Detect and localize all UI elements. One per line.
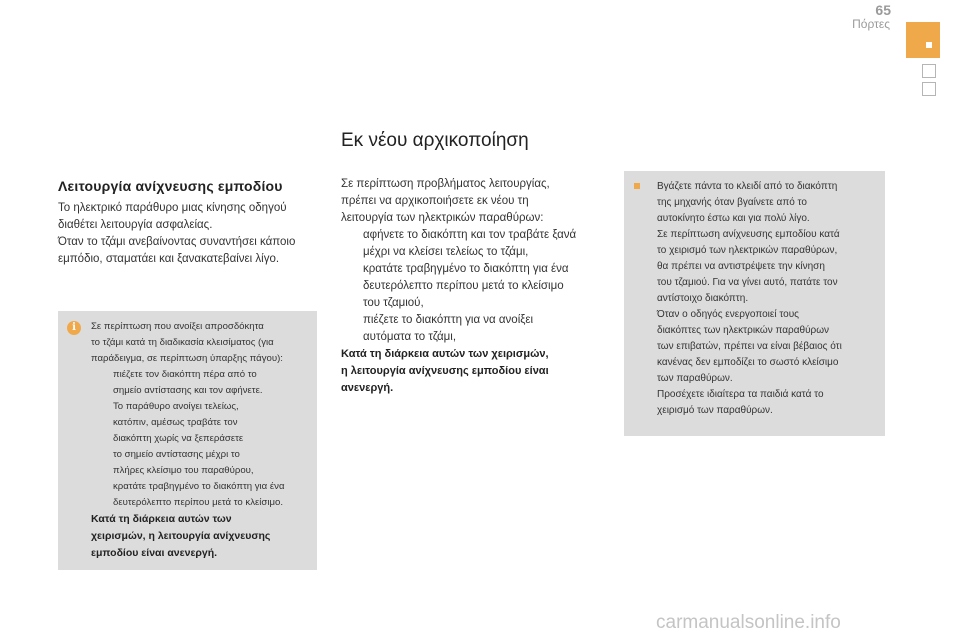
chapter-tab-active[interactable] xyxy=(906,22,940,58)
text-line: Όταν ο οδηγός ενεργοποιεί τους xyxy=(657,309,799,320)
text-line: πιέζετε τον διακόπτη πέρα από το xyxy=(113,369,257,380)
warning-marker-icon xyxy=(634,183,640,189)
text-line: του τζαμιού. Για να γίνει αυτό, πατάτε τον xyxy=(657,277,838,288)
text-line: Βγάζετε πάντα το κλειδί από το διακόπτη xyxy=(657,181,838,192)
text-line: κατόπιν, αμέσως τραβάτε τον xyxy=(113,417,238,428)
bullet-item xyxy=(91,367,313,415)
left-section-title: Λειτουργία ανίχνευσης εμποδίου xyxy=(58,178,283,194)
info-content xyxy=(91,319,313,562)
bullet-item xyxy=(341,261,611,312)
warning-content xyxy=(657,179,881,419)
text-line: διαθέτει λειτουργία ασφαλείας. xyxy=(58,219,213,231)
text-line: κρατάτε τραβηγμένο το διακόπτη για ένα xyxy=(363,263,569,275)
text-line: Σε περίπτωση που ανοίξει απροσδόκητα xyxy=(91,321,264,332)
info-box xyxy=(58,311,317,570)
text-line: πλήρες κλείσιμο του παραθύρου, xyxy=(113,465,254,476)
info-note xyxy=(91,511,313,562)
text-line: Το ηλεκτρικό παράθυρο μιας κίνησης οδηγού xyxy=(58,202,287,214)
text-line: παράδειγμα, σε περίπτωση ύπαρξης πάγου): xyxy=(91,353,283,364)
text-line: δευτερόλεπτο περίπου μετά το κλείσιμο. xyxy=(113,497,284,508)
middle-section xyxy=(341,176,611,397)
text-line: χειρισμών, η λειτουργία ανίχνευσης xyxy=(91,530,271,542)
text-line: διακόπτη χωρίς να ξεπεράσετε xyxy=(113,433,244,444)
text-line: διακόπτες των ηλεκτρικών παραθύρων xyxy=(657,325,830,336)
text-line: των παραθύρων. xyxy=(657,373,733,384)
text-line: το τζάμι κατά τη διαδικασία κλεισίματος (για xyxy=(91,337,274,348)
text-line: των επιβατών, πρέπει να είναι βέβαιος ότι xyxy=(657,341,842,352)
section-name: Πόρτες xyxy=(852,17,890,31)
text-line: δευτερόλεπτο περίπου μετά το κλείσιμο xyxy=(363,280,564,292)
warning-box xyxy=(624,171,885,436)
text-line: αυτοκίνητο έστω και για πολύ λίγο. xyxy=(657,213,810,224)
text-line: πρέπει να αρχικοποιήσετε εκ νέου τη xyxy=(341,195,529,207)
middle-note xyxy=(341,346,611,397)
main-title: Εκ νέου αρχικοποίηση xyxy=(341,130,529,151)
text-line: λειτουργία των ηλεκτρικών παραθύρων: xyxy=(341,212,544,224)
chapter-tab[interactable] xyxy=(922,82,936,96)
text-line: αφήνετε το διακόπτη και τον τραβάτε ξανά xyxy=(363,229,577,241)
text-line: κανένας δεν εμποδίζει το σωστό κλείσιμο xyxy=(657,357,839,368)
text-line: μέχρι να κλείσει τελείως το τζάμι, xyxy=(363,246,529,258)
text-line: αντίστοιχο διακόπτη. xyxy=(657,293,749,304)
page-number: 65 xyxy=(875,2,891,18)
text-line: κρατάτε τραβηγμένο το διακόπτη για ένα xyxy=(113,481,285,492)
text-line: η λειτουργία ανίχνευσης εμποδίου είναι xyxy=(341,365,549,377)
left-section-body xyxy=(58,200,328,268)
bullet-item xyxy=(91,479,313,511)
text-line: Σε περίπτωση ανίχνευσης εμποδίου κατά xyxy=(657,229,840,240)
text-line: Προσέχετε ιδιαίτερα τα παιδιά κατά το xyxy=(657,389,824,400)
text-line: το σημείο αντίστασης μέχρι το xyxy=(113,449,240,460)
text-line: Το παράθυρο ανοίγει τελείως, xyxy=(113,401,239,412)
bullet-item xyxy=(341,227,611,261)
text-line: της μηχανής όταν βγαίνετε από το xyxy=(657,197,807,208)
text-line: χειρισμό των παραθύρων. xyxy=(657,405,773,416)
info-icon: i xyxy=(67,321,81,335)
text-line: θα πρέπει να αντιστρέψετε την κίνηση xyxy=(657,261,825,272)
text-line: πιέζετε το διακόπτη για να ανοίξει xyxy=(363,314,534,326)
text-line: σημείο αντίστασης και τον αφήνετε. xyxy=(113,385,263,396)
text-line: Κατά τη διάρκεια αυτών των xyxy=(91,513,232,525)
bullet-item xyxy=(341,312,611,346)
text-line: Κατά τη διάρκεια αυτών των χειρισμών, xyxy=(341,348,549,360)
text-line: Όταν το τζάμι ανεβαίνοντας συναντήσει κάποιο xyxy=(58,236,296,248)
text-line: εμπόδιο, σταματάει και ξανακατεβαίνει λίγο. xyxy=(58,253,280,265)
text-line: το χειρισμό των ηλεκτρικών παραθύρων, xyxy=(657,245,838,256)
text-line: αυτόματα το τζάμι, xyxy=(363,331,457,343)
chapter-tab[interactable] xyxy=(922,64,936,78)
watermark: carmanualsonline.info xyxy=(656,612,841,633)
text-line: του τζαμιού, xyxy=(363,297,424,309)
tab-square-icon xyxy=(926,42,932,48)
text-line: εμποδίου είναι ανενεργή. xyxy=(91,547,218,559)
text-line: Σε περίπτωση προβλήματος λειτουργίας, xyxy=(341,178,550,190)
text-line: ανενεργή. xyxy=(341,382,394,394)
bullet-item xyxy=(91,415,313,479)
